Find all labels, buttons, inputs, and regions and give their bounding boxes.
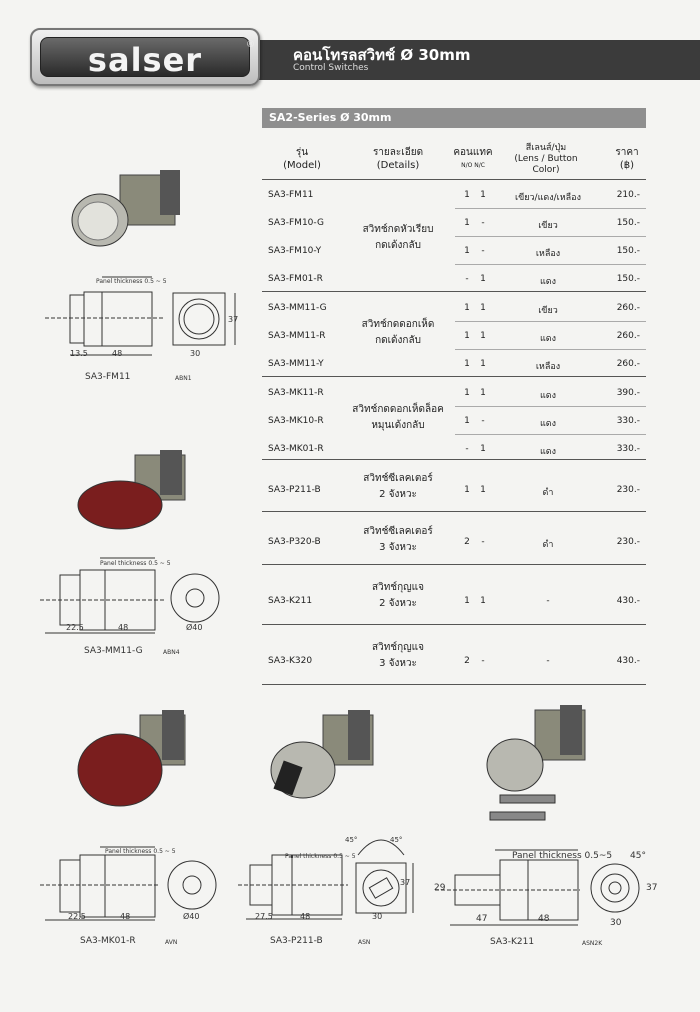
cell-model: SA3-P211-B	[268, 485, 321, 495]
mk01-model-label: SA3-MK01-R	[80, 936, 136, 946]
salser-logo	[30, 28, 260, 86]
k211-dim-4: 37	[646, 883, 658, 893]
p211-angle-1: 45°	[345, 836, 358, 844]
cell-price: 390.-	[616, 388, 640, 398]
k211-angle-1: 45°	[630, 851, 646, 861]
cell-color: เขียว	[538, 306, 558, 316]
cell-price: 430.-	[616, 596, 640, 606]
mm11-side-view	[40, 558, 219, 633]
group-rule	[262, 376, 646, 377]
mushroom-button-photo	[78, 450, 185, 529]
fm11-dim-1: 13.5	[70, 349, 88, 358]
p211-dim-3: 30	[372, 912, 383, 921]
row-rule	[455, 236, 646, 237]
cell-model: SA3-FM10-G	[268, 218, 324, 228]
row-rule	[455, 406, 646, 407]
series-bar	[262, 108, 646, 128]
cell-model: SA3-K211	[268, 596, 313, 606]
k211-model-label: SA3-K211	[490, 937, 535, 947]
cell-color: แดง	[539, 447, 557, 457]
table-top-rule	[262, 179, 646, 180]
page-subtitle: Control Switches	[293, 63, 369, 73]
page-title: คอนโทรลสวิทช์ Ø 30mm	[293, 46, 471, 64]
row-rule	[455, 349, 646, 350]
mm11-model-label: SA3-MM11-G	[84, 646, 143, 656]
p211-model-label: SA3-P211-B	[270, 936, 323, 946]
k211-drawing	[430, 700, 680, 940]
cell-model: SA3-FM10-Y	[268, 246, 322, 256]
cell-price: 260.-	[616, 359, 640, 369]
cell-nc: 1	[480, 331, 486, 341]
cell-nc: -	[481, 218, 485, 228]
cell-no: -	[465, 444, 469, 454]
cell-no: 1	[464, 416, 470, 426]
details-selector-3: สวิทช์ซีเลคเตอร์ 3 จังหวะ	[363, 526, 433, 553]
cell-model: SA3-MK10-R	[268, 416, 324, 426]
cell-no: 1	[464, 596, 470, 606]
group-rule	[262, 459, 646, 460]
cell-no: 1	[464, 246, 470, 256]
cell-nc: 1	[480, 190, 486, 200]
cell-price: 230.-	[616, 537, 640, 547]
cell-no: 1	[464, 303, 470, 313]
cell-no: 1	[464, 190, 470, 200]
mm11-panel-label: Panel thickness 0.5 ~ 5	[100, 560, 171, 567]
cell-no: 1	[464, 359, 470, 369]
cell-no: 1	[464, 331, 470, 341]
mm11-drawing	[40, 450, 260, 650]
cell-model: SA3-MM11-G	[268, 303, 327, 313]
p211-drawing	[238, 705, 428, 935]
p211-code: ASN	[358, 939, 371, 946]
p211-dim-4: 37	[400, 878, 411, 887]
header-model: รุ่น (Model)	[283, 147, 321, 171]
header-details: รายละเอียด (Details)	[372, 147, 424, 171]
cell-model: SA3-MM11-R	[268, 331, 326, 341]
cell-price: 230.-	[616, 485, 640, 495]
fm11-dim-3: 30	[190, 349, 201, 358]
p211-angle-2: 45°	[390, 836, 403, 844]
cell-nc: -	[481, 537, 485, 547]
fm11-code: ABN1	[175, 375, 192, 382]
cell-model: SA3-K320	[268, 656, 313, 666]
row-rule	[455, 434, 646, 435]
cell-color: เหลือง	[535, 362, 561, 372]
fm11-dim-4: 37	[228, 315, 239, 324]
p211-dim-1: 27.5	[255, 912, 273, 921]
cell-no: 1	[464, 485, 470, 495]
group-rule	[262, 511, 646, 512]
cell-price: 210.-	[616, 190, 640, 200]
cell-nc: 1	[480, 444, 486, 454]
cell-price: 260.-	[616, 303, 640, 313]
k211-dim-2: 48	[538, 914, 550, 924]
flush-button-photo	[72, 170, 180, 246]
group-rule	[262, 624, 646, 625]
cell-nc: 1	[480, 485, 486, 495]
cell-no: 1	[464, 388, 470, 398]
mm11-dim-3: Ø40	[186, 623, 203, 632]
cell-no: -	[465, 274, 469, 284]
cell-no: 1	[464, 218, 470, 228]
fm11-side-view	[45, 277, 235, 355]
mm11-dim-2: 48	[118, 623, 129, 632]
cell-price: 260.-	[616, 331, 640, 341]
k211-code: ASN2K	[582, 940, 603, 947]
details-selector-2: สวิทช์ซีเลคเตอร์ 2 จังหวะ	[363, 473, 433, 500]
cell-price: 330.-	[616, 416, 640, 426]
p211-panel-label: Panel thickness 0.5 ~ 5	[285, 853, 356, 860]
cell-model: SA3-FM01-R	[268, 274, 323, 284]
series-label: SA2-Series Ø 30mm	[269, 111, 392, 124]
cell-price: 150.-	[616, 246, 640, 256]
mk01-dim-2: 48	[120, 912, 131, 921]
details-mushroom-lock: สวิทช์กดดอกเห็ดล็อค หมุนเด้งกลับ	[352, 404, 444, 431]
fm11-model-label: SA3-FM11	[85, 372, 131, 382]
cell-no: 2	[464, 537, 470, 547]
cell-price: 150.-	[616, 218, 640, 228]
mk01-side-view	[40, 847, 216, 920]
details-key-2: สวิทช์กุญแจ 2 จังหวะ	[372, 582, 424, 609]
cell-color: แดง	[539, 391, 557, 401]
cell-price: 430.-	[616, 656, 640, 666]
k211-dim-1: 47	[476, 914, 488, 924]
mk01-code: AVN	[165, 939, 178, 946]
cell-nc: 1	[480, 388, 486, 398]
cell-nc: 1	[480, 359, 486, 369]
page-header	[0, 18, 700, 86]
group-rule	[262, 564, 646, 565]
cell-color: เขียว	[538, 221, 558, 231]
row-rule	[455, 264, 646, 265]
cell-model: SA3-MK11-R	[268, 388, 324, 398]
cell-nc: -	[481, 246, 485, 256]
cell-nc: -	[481, 416, 485, 426]
selector-switch-photo	[271, 710, 373, 798]
k211-dim-3: 30	[610, 918, 622, 928]
details-mushroom-button: สวิทช์กดดอกเห็ด กดเด้งกลับ	[361, 319, 435, 346]
table-bottom-rule	[262, 684, 646, 685]
header-price: ราคา (฿)	[615, 147, 639, 171]
mm11-dim-1: 22.5	[66, 623, 84, 632]
cell-color: -	[546, 656, 550, 666]
k211-panel-label: Panel thickness 0.5~5	[512, 851, 613, 861]
mushroom-lock-photo	[78, 710, 185, 806]
cell-nc: 1	[480, 274, 486, 284]
cell-nc: 1	[480, 596, 486, 606]
row-rule	[455, 208, 646, 209]
details-flush-button: สวิทช์กดหัวเรียบ กดเด้งกลับ	[362, 224, 434, 251]
cell-color: แดง	[539, 277, 557, 287]
row-rule	[455, 321, 646, 322]
mk01-panel-label: Panel thickness 0.5 ~ 5	[105, 848, 176, 855]
registered-mark: ®	[246, 40, 255, 50]
cell-no: 2	[464, 656, 470, 666]
mm11-code: ABN4	[163, 649, 180, 656]
group-rule	[262, 291, 646, 292]
cell-color: แดง	[539, 419, 557, 429]
cell-model: SA3-FM11	[268, 190, 314, 200]
cell-model: SA3-P320-B	[268, 537, 321, 547]
fm11-dim-2: 48	[112, 349, 123, 358]
cell-color: เขียว/แดง/เหลือง	[515, 193, 581, 203]
fm11-panel-label: Panel thickness 0.5 ~ 5	[96, 278, 167, 285]
cell-model: SA3-MM11-Y	[268, 359, 324, 369]
cell-price: 150.-	[616, 274, 640, 284]
k211-side-view	[435, 850, 639, 925]
p211-dim-2: 48	[300, 912, 311, 921]
cell-color: แดง	[539, 334, 557, 344]
cell-price: 330.-	[616, 444, 640, 454]
k211-dim-0: 29	[434, 883, 446, 893]
mk01-dim-1: 22.5	[68, 912, 86, 921]
mk01-dim-3: Ø40	[183, 912, 200, 921]
p211-side-view	[238, 840, 413, 919]
mk01-drawing	[40, 705, 240, 935]
details-key-3: สวิทช์กุญแจ 3 จังหวะ	[372, 642, 424, 669]
cell-color: ดำ	[542, 540, 554, 550]
logo-text: salser	[87, 41, 203, 79]
cell-model: SA3-MK01-R	[268, 444, 324, 454]
cell-nc: -	[481, 656, 485, 666]
cell-color: ดำ	[542, 488, 554, 498]
header-color: สีเลนส์/ปุ่ม (Lens / Button Color)	[514, 143, 578, 175]
cell-color: เหลือง	[535, 249, 561, 259]
key-switch-photo	[487, 705, 585, 820]
cell-nc: 1	[480, 303, 486, 313]
header-contact: คอนแทค N/O N/C	[453, 147, 493, 169]
cell-color: -	[546, 596, 550, 606]
